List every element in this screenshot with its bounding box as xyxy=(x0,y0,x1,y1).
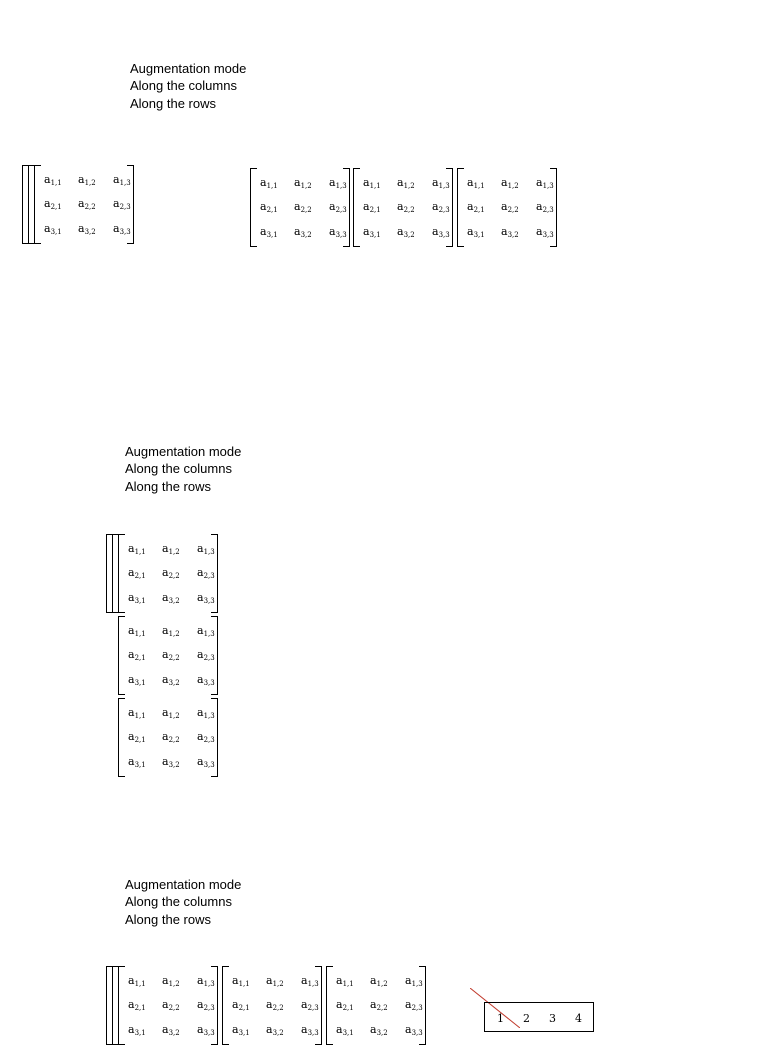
matrix-entry: $a_{3,1}$ xyxy=(260,225,278,239)
matrix-entry: $a_{2,2}$ xyxy=(162,648,180,662)
matrix-entry: $a_{3,3}$ xyxy=(197,673,215,687)
matrix-entry: $a_{1,1}$ xyxy=(363,176,381,190)
matrix-entry: $a_{2,2}$ xyxy=(162,566,180,580)
matrix-entry: $a_{3,3}$ xyxy=(405,1023,423,1037)
matrix-entry: $a_{3,3}$ xyxy=(432,225,450,239)
matrix-entry: $a_{1,1}$ xyxy=(128,706,146,720)
matrix-entry: $a_{3,2}$ xyxy=(162,755,180,769)
matrix-entry: $a_{3,1}$ xyxy=(363,225,381,239)
left-bracket xyxy=(250,168,257,247)
caption-rows: Along the rows xyxy=(130,95,216,111)
matrix xyxy=(118,616,218,696)
matrix-entry: $a_{1,1}$ xyxy=(467,176,485,190)
matrix-entry: $a_{1,1}$ xyxy=(128,974,146,988)
matrix-entry: $a_{2,3}$ xyxy=(197,648,215,662)
matrix-entry: $a_{3,1}$ xyxy=(44,222,62,236)
matrix-entry: $a_{3,3}$ xyxy=(197,755,215,769)
table-cell: 3 xyxy=(549,1012,556,1025)
matrix-entry: $a_{1,3}$ xyxy=(197,974,215,988)
matrix-entry: $a_{1,3}$ xyxy=(197,706,215,720)
matrix-entry: $a_{2,1}$ xyxy=(336,998,354,1012)
matrix xyxy=(222,966,322,1046)
caption-title: Augmentation mode xyxy=(125,877,242,892)
matrix-entry: $a_{3,1}$ xyxy=(128,591,146,605)
left-bracket xyxy=(34,165,41,244)
matrix-entry: $a_{3,2}$ xyxy=(266,1023,284,1037)
matrix-entry: $a_{2,3}$ xyxy=(197,566,215,580)
matrix-entry: $a_{3,3}$ xyxy=(113,222,131,236)
matrix-entry: $a_{2,3}$ xyxy=(197,730,215,744)
matrix-entry: $a_{1,2}$ xyxy=(162,542,180,556)
matrix-entry: $a_{1,3}$ xyxy=(432,176,450,190)
matrix-entry: $a_{2,2}$ xyxy=(266,998,284,1012)
matrix xyxy=(353,168,453,248)
matrix-entry: $a_{3,1}$ xyxy=(128,755,146,769)
matrix-entry: $a_{2,3}$ xyxy=(405,998,423,1012)
matrix-entry: $a_{3,3}$ xyxy=(197,1023,215,1037)
matrix-entry: $a_{3,3}$ xyxy=(197,591,215,605)
matrix-entry: $a_{3,3}$ xyxy=(301,1023,319,1037)
matrix-entry: $a_{3,2}$ xyxy=(397,225,415,239)
matrix-entry: $a_{2,1}$ xyxy=(363,200,381,214)
matrix xyxy=(34,165,134,245)
table-cell: 1 xyxy=(497,1012,504,1025)
matrix-entry: $a_{2,3}$ xyxy=(113,197,131,211)
left-bracket xyxy=(353,168,360,247)
matrix-entry: $a_{2,1}$ xyxy=(128,730,146,744)
left-bracket xyxy=(118,534,125,613)
matrix-entry: $a_{2,2}$ xyxy=(162,998,180,1012)
caption-columns: Along the columns xyxy=(130,78,237,94)
matrix-entry: $a_{1,3}$ xyxy=(301,974,319,988)
matrix-entry: $a_{1,1}$ xyxy=(260,176,278,190)
matrix xyxy=(457,168,557,248)
matrix-entry: $a_{3,2}$ xyxy=(501,225,519,239)
left-bracket xyxy=(326,966,333,1045)
caption-rows: Along the rows xyxy=(125,911,211,927)
matrix-entry: $a_{1,2}$ xyxy=(266,974,284,988)
caption-1 xyxy=(130,60,246,112)
matrix-entry: $a_{2,1}$ xyxy=(44,197,62,211)
matrix-entry: $a_{2,2}$ xyxy=(370,998,388,1012)
matrix-entry: $a_{1,1}$ xyxy=(44,173,62,187)
number-table xyxy=(484,1002,594,1032)
matrix-entry: $a_{1,3}$ xyxy=(197,624,215,638)
matrix-entry: $a_{2,2}$ xyxy=(162,730,180,744)
caption-rows: Along the rows xyxy=(125,478,211,494)
matrix xyxy=(118,534,218,614)
matrix-entry: $a_{2,3}$ xyxy=(432,200,450,214)
matrix-entry: $a_{3,3}$ xyxy=(329,225,347,239)
matrix-entry: $a_{1,1}$ xyxy=(128,624,146,638)
matrix-entry: $a_{1,2}$ xyxy=(397,176,415,190)
matrix-entry: $a_{2,2}$ xyxy=(501,200,519,214)
matrix-entry: $a_{3,1}$ xyxy=(336,1023,354,1037)
matrix-entry: $a_{1,3}$ xyxy=(329,176,347,190)
matrix-entry: $a_{1,3}$ xyxy=(405,974,423,988)
matrix-entry: $a_{3,3}$ xyxy=(536,225,554,239)
left-bracket xyxy=(118,616,125,695)
table-cell: 4 xyxy=(575,1012,582,1025)
matrix-entry: $a_{1,2}$ xyxy=(162,706,180,720)
matrix-entry: $a_{2,1}$ xyxy=(232,998,250,1012)
matrix-entry: $a_{1,1}$ xyxy=(336,974,354,988)
matrix-entry: $a_{2,1}$ xyxy=(128,566,146,580)
matrix-entry: $a_{1,2}$ xyxy=(370,974,388,988)
matrix-entry: $a_{3,1}$ xyxy=(128,673,146,687)
matrix-entry: $a_{1,2}$ xyxy=(162,624,180,638)
matrix-entry: $a_{2,2}$ xyxy=(294,200,312,214)
matrix-entry: $a_{3,2}$ xyxy=(294,225,312,239)
matrix-entry: $a_{2,3}$ xyxy=(329,200,347,214)
matrix-entry: $a_{1,1}$ xyxy=(128,542,146,556)
matrix-entry: $a_{2,3}$ xyxy=(301,998,319,1012)
matrix xyxy=(118,966,218,1046)
caption-title: Augmentation mode xyxy=(125,444,242,459)
matrix-entry: $a_{2,1}$ xyxy=(128,648,146,662)
matrix xyxy=(250,168,350,248)
caption-columns: Along the columns xyxy=(125,894,232,910)
matrix-entry: $a_{1,3}$ xyxy=(536,176,554,190)
matrix-entry: $a_{1,2}$ xyxy=(78,173,96,187)
table-cell: 2 xyxy=(523,1012,530,1025)
matrix-entry: $a_{3,1}$ xyxy=(467,225,485,239)
matrix-entry: $a_{3,1}$ xyxy=(232,1023,250,1037)
matrix-entry: $a_{2,3}$ xyxy=(197,998,215,1012)
matrix-entry: $a_{1,2}$ xyxy=(294,176,312,190)
matrix-entry: $a_{1,3}$ xyxy=(113,173,131,187)
matrix-entry: $a_{2,1}$ xyxy=(467,200,485,214)
left-bracket xyxy=(118,698,125,777)
matrix-entry: $a_{2,1}$ xyxy=(260,200,278,214)
matrix-entry: $a_{3,2}$ xyxy=(162,591,180,605)
left-bracket xyxy=(222,966,229,1045)
matrix-entry: $a_{2,1}$ xyxy=(128,998,146,1012)
matrix-entry: $a_{1,2}$ xyxy=(501,176,519,190)
matrix xyxy=(118,698,218,778)
matrix-entry: $a_{3,2}$ xyxy=(370,1023,388,1037)
left-bracket xyxy=(118,966,125,1045)
matrix-entry: $a_{3,2}$ xyxy=(78,222,96,236)
caption-title: Augmentation mode xyxy=(130,61,247,76)
matrix-entry: $a_{3,1}$ xyxy=(128,1023,146,1037)
caption-columns: Along the columns xyxy=(125,461,232,477)
matrix-entry: $a_{2,3}$ xyxy=(536,200,554,214)
matrix-entry: $a_{3,2}$ xyxy=(162,1023,180,1037)
matrix xyxy=(326,966,426,1046)
caption-2 xyxy=(125,443,241,495)
matrix-entry: $a_{1,2}$ xyxy=(162,974,180,988)
matrix-entry: $a_{1,3}$ xyxy=(197,542,215,556)
caption-3 xyxy=(125,876,241,928)
left-bracket xyxy=(457,168,464,247)
matrix-entry: $a_{2,2}$ xyxy=(397,200,415,214)
matrix-entry: $a_{1,1}$ xyxy=(232,974,250,988)
matrix-entry: $a_{2,2}$ xyxy=(78,197,96,211)
matrix-entry: $a_{3,2}$ xyxy=(162,673,180,687)
